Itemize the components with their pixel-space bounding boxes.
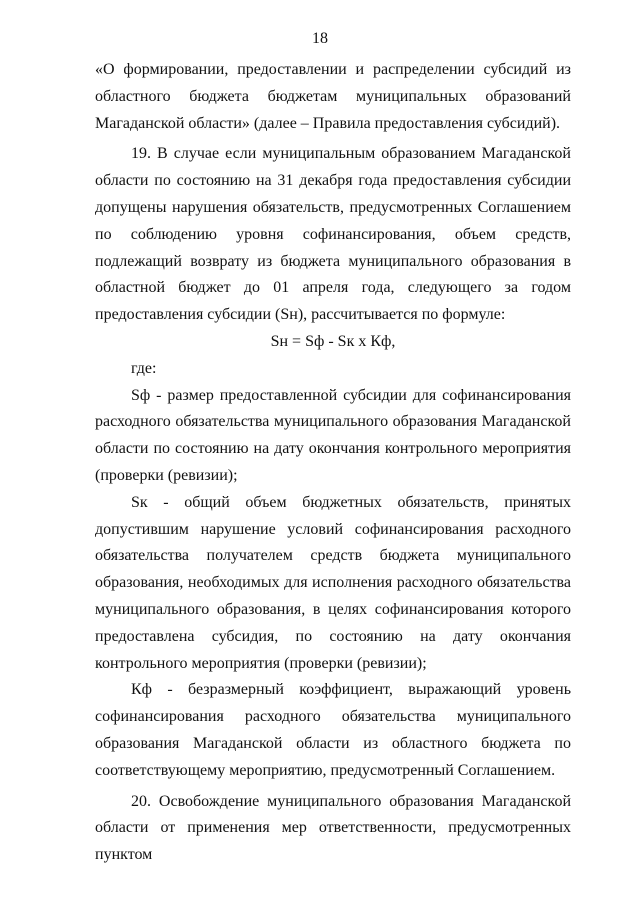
- document-body: [95, 57, 571, 869]
- definition-sk: Sк - общий объем бюджетных обязательств, принятых допустившим нарушение условий софинансирования расходного обязательства получателем средств бюджета муниципального образования, необходимых для исполнения расходного обязательства муниципального образования, в целях софинансирования которого предоставлена субсидия, по состоянию на дату окончания контрольного мероприятия (проверки (ревизии);: [95, 493, 571, 672]
- paragraph-continuation: «О формировании, предоставлении и распределении субсидий из областного бюджета бюджетам муниципальных образований Магаданской области» (далее – Правила предоставления субсидий).: [95, 61, 571, 132]
- formula: Sн = Sф - Sк x Кф,: [270, 332, 396, 350]
- definition-sf: Sф - размер предоставленной субсидии для софинансирования расходного обязательства муниципального образования Магаданской области по состоянию на дату окончания контрольного мероприятия (проверки (ревизии);: [95, 386, 571, 484]
- page-number: 18: [312, 30, 328, 47]
- paragraph-item-19: 19. В случае если муниципальным образованием Магаданской области по состоянию на 31 декабря года предоставления субсидии допущены нарушения обязательств, предусмотренных Соглашением по соблюдению уровня софинансирования, объем средств, подлежащий возврату из бюджета муниципального образования в областной бюджет до 01 апреля года, следующего за годом предоставления субсидии (Sн), рассчитывается по формуле:: [95, 145, 571, 324]
- paragraph-item-20: 20. Освобождение муниципального образования Магаданской области от применения мер ответственности, предусмотренных пунктом: [95, 792, 571, 864]
- formula-where-label: где:: [131, 359, 157, 377]
- definition-kf: Кф - безразмерный коэффициент, выражающий уровень софинансирования расходного обязательства муниципального образования Магаданской области из областного бюджета по соответствующему мероприятию, предусмотренный Соглашением.: [95, 681, 571, 779]
